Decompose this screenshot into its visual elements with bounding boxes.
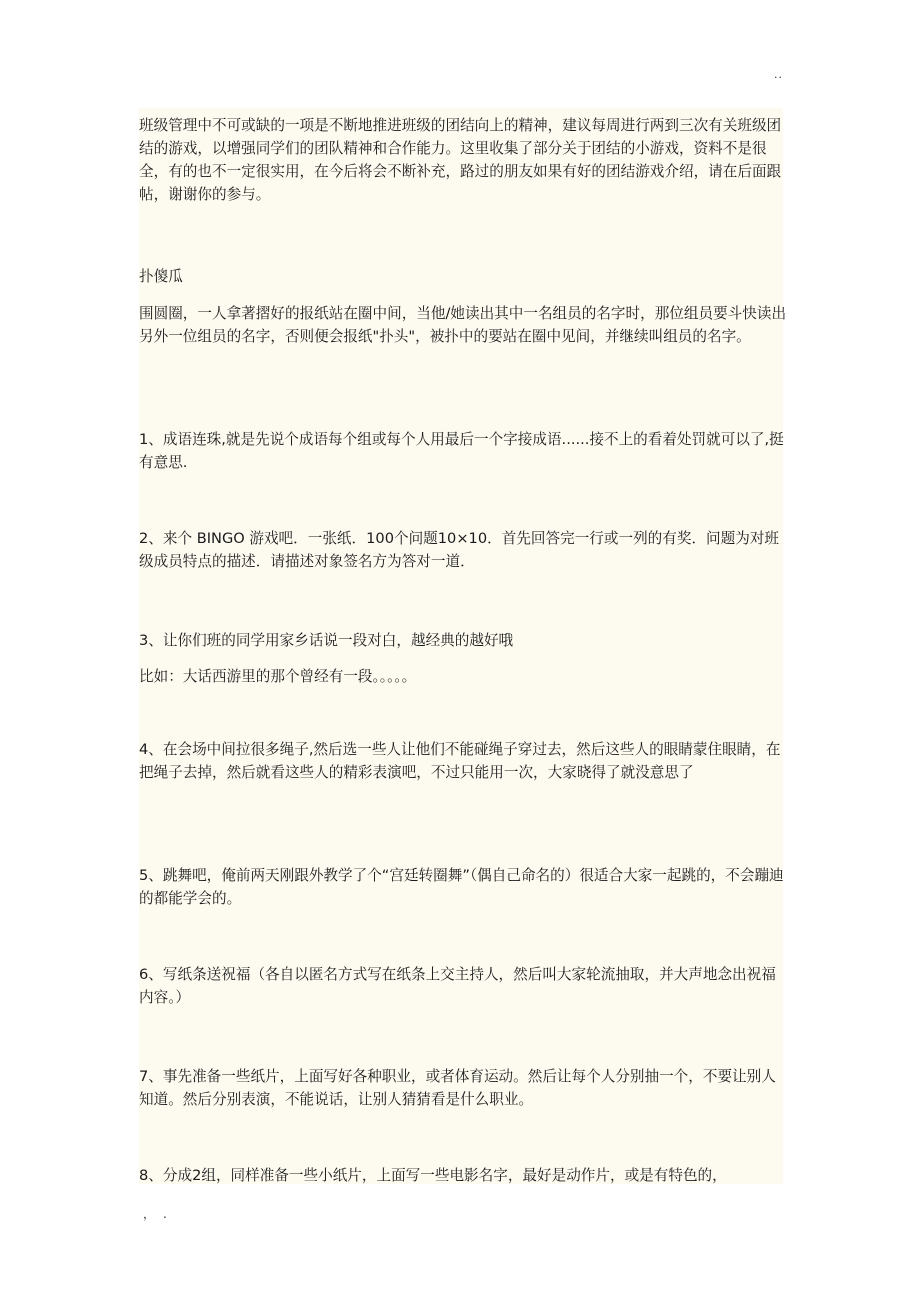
list-item-3: 3、让你们班的同学用家乡话说一段对白，越经典的越好哦 — [139, 632, 514, 649]
game-title: 扑傻瓜 — [139, 268, 183, 285]
list-item-6: 6、写纸条送祝福（各自以匿名方式写在纸条上交主持人，然后叫大家轮流抽取，并大声地念出祝福内容。） — [139, 966, 776, 1006]
footer-mark: ，. — [143, 1207, 175, 1221]
list-item-3-example: 比如：大话西游里的那个曾经有一段。。。。。 — [139, 668, 417, 685]
document-body — [139, 108, 787, 1184]
list-item-4: 4、在会场中间拉很多绳子,然后选一些人让他们不能碰绳子穿过去，然后这些人的眼睛蒙住眼睛，在把绳子去掉，然后就看这些人的精彩表演吧，不过只能用一次，大家晓得了就没意思了 — [139, 741, 781, 781]
intro-paragraph: 班级管理中不可或缺的一项是不断地推进班级的团结向上的精神，建议每周进行两到三次有关班级团结的游戏，以增强同学们的团队精神和合作能力。这里收集了部分关于团结的小游戏，资料不是很全，有的也不一定很实用，在今后将会不断补充，路过的朋友如果有好的团结游戏介绍，请在后面跟帖，谢谢你的参与。 — [139, 117, 782, 203]
list-item-8: 8、分成2组，同样准备一些小纸片，上面写一些电影名字，最好是动作片，或是有特色的， — [139, 1167, 727, 1184]
list-item-1: 1、成语连珠,就是先说个成语每个组或每个人用最后一个字接成语......接不上的看着处罚就可以了,挺有意思. — [139, 431, 784, 471]
list-item-5: 5、跳舞吧，俺前两天刚跟外教学了个“宫廷转圈舞”（偶自己命名的）很适合大家一起跳的，不会蹦迪的都能学会的。 — [139, 867, 784, 907]
game-description: 围圆圈，一人拿著摺好的报纸站在圈中间，当他/她读出其中一名组员的名字时，那位组员要斗快读出另外一位组员的名字，否则便会报纸"扑头"，被扑中的要站在圈中见间，并继续叫组员的名字。 — [139, 305, 787, 345]
list-item-2: 2、来个 BINGO 游戏吧．一张纸．100个问题10×10．首先回答完一行或一列的有奖．问题为对班级成员特点的描述．请描述对象签名方为答对一道． — [139, 530, 780, 570]
header-mark: .. — [774, 68, 783, 81]
list-item-7: 7、事先准备一些纸片，上面写好各种职业，或者体育运动。然后让每个人分别抽一个，不要让别人知道。然后分别表演，不能说话，让别人猜猜看是什么职业。 — [139, 1068, 776, 1108]
